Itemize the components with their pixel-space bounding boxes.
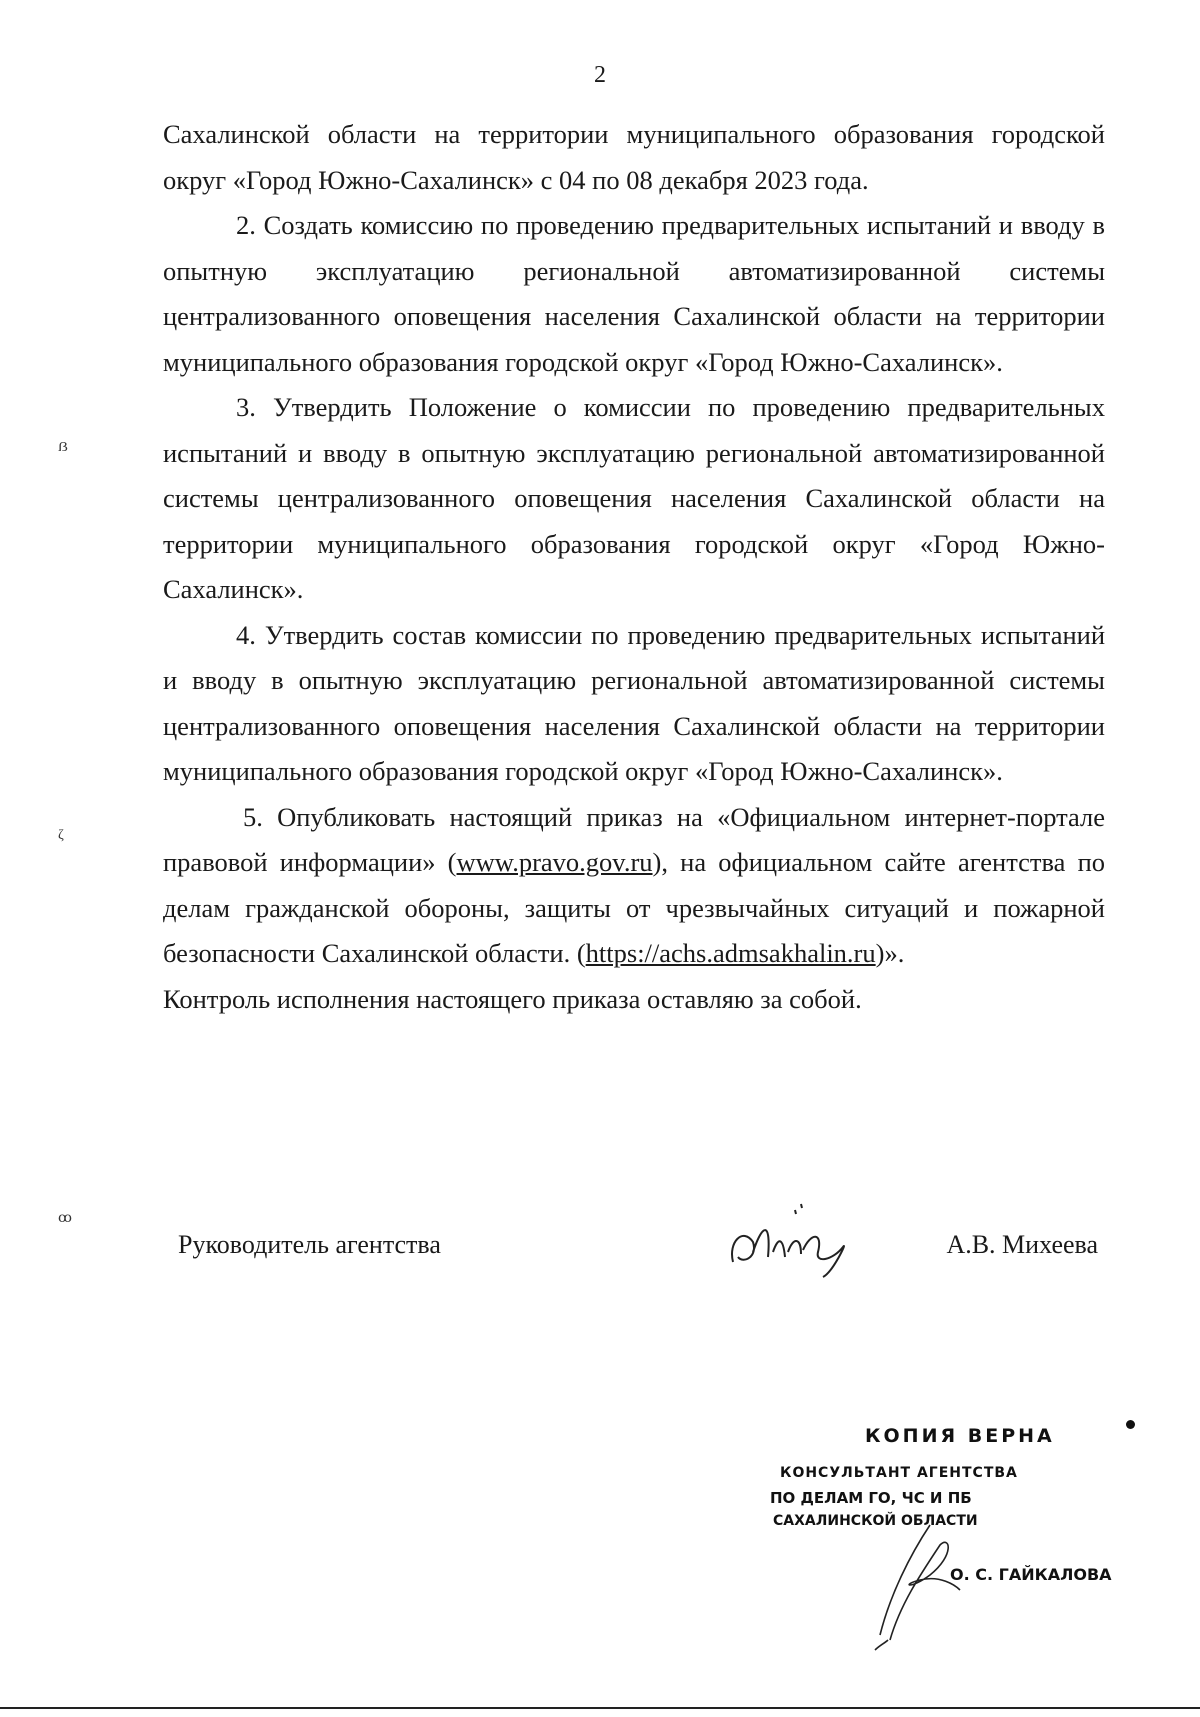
margin-scan-mark: ꝏ xyxy=(58,1211,72,1226)
scan-dot-mark xyxy=(1126,1420,1135,1429)
margin-scan-mark: ζ xyxy=(58,828,64,843)
stamp-region: САХАЛИНСКОЙ ОБЛАСТИ xyxy=(773,1513,978,1529)
document-body xyxy=(163,112,1105,1022)
stamp-position: КОНСУЛЬТАНТ АГЕНТСТВА xyxy=(780,1465,1018,1481)
paragraph-1-continuation: Сахалинской области на территории муниципального образования городской округ «Город Южно-Сахалинск» с 04 по 08 декабря 2023 года. xyxy=(163,119,1105,195)
paragraph-5-text-a: 5. Опубликовать настоящий приказ на «Официальном интернет-портале правовой информации» ( xyxy=(163,801,1105,877)
paragraph-item-4: 4. Утвердить состав комиссии по проведению предварительных испытаний и вводу в опытную эксплуатацию региональной автоматизированной системы централизованного оповещения населения Сахалинской области на территории муниципального образования городской округ «Город Южно-Сахалинск». xyxy=(163,619,1105,786)
signatory-name: А.В. Михеева xyxy=(946,1230,1098,1259)
paragraph-5-text-b: ), на официальном сайте агентства по делам гражданской обороны, защиты от чрезвычайных ситуаций и пожарной безопасности Сахалинской области. ( xyxy=(163,847,1106,968)
stamp-agency: ПО ДЕЛАМ ГО, ЧС И ПБ xyxy=(770,1489,972,1507)
stamp-handwritten-signature xyxy=(860,1515,970,1655)
achs-link[interactable]: https://achs.admsakhalin.ru xyxy=(585,938,876,968)
pravo-link[interactable]: www.pravo.gov.ru xyxy=(456,847,653,877)
signature-block xyxy=(178,1222,1098,1282)
copy-certified-stamp xyxy=(770,1425,1112,1655)
control-line: Контроль исполнения настоящего приказа оставляю за собой. xyxy=(163,983,862,1014)
page-number: 2 xyxy=(594,62,606,88)
paragraph-5-text-c: )». xyxy=(875,938,905,968)
signatory-role: Руководитель агентства xyxy=(178,1230,441,1259)
stamp-signer-name: О. С. ГАЙКАЛОВА xyxy=(950,1565,1112,1584)
bottom-border-line xyxy=(0,1707,1200,1709)
margin-scan-mark: ẞ xyxy=(58,440,68,455)
handwritten-signature xyxy=(723,1202,873,1282)
paragraph-item-5 xyxy=(163,795,1105,977)
paragraph-item-3: 3. Утвердить Положение о комиссии по проведению предварительных испытаний и вводу в опытную эксплуатацию региональной автоматизированной системы централизованного оповещения населения Сахалинской области на территории муниципального образования городской округ «Город Южно-Сахалинск». xyxy=(163,392,1105,604)
paragraph-item-2: 2. Создать комиссию по проведению предварительных испытаний и вводу в опытную эксплуатацию региональной автоматизированной системы централизованного оповещения населения Сахалинской области на территории муниципального образования городской округ «Город Южно-Сахалинск». xyxy=(163,210,1105,377)
stamp-title: КОПИЯ ВЕРНА xyxy=(865,1425,1055,1447)
